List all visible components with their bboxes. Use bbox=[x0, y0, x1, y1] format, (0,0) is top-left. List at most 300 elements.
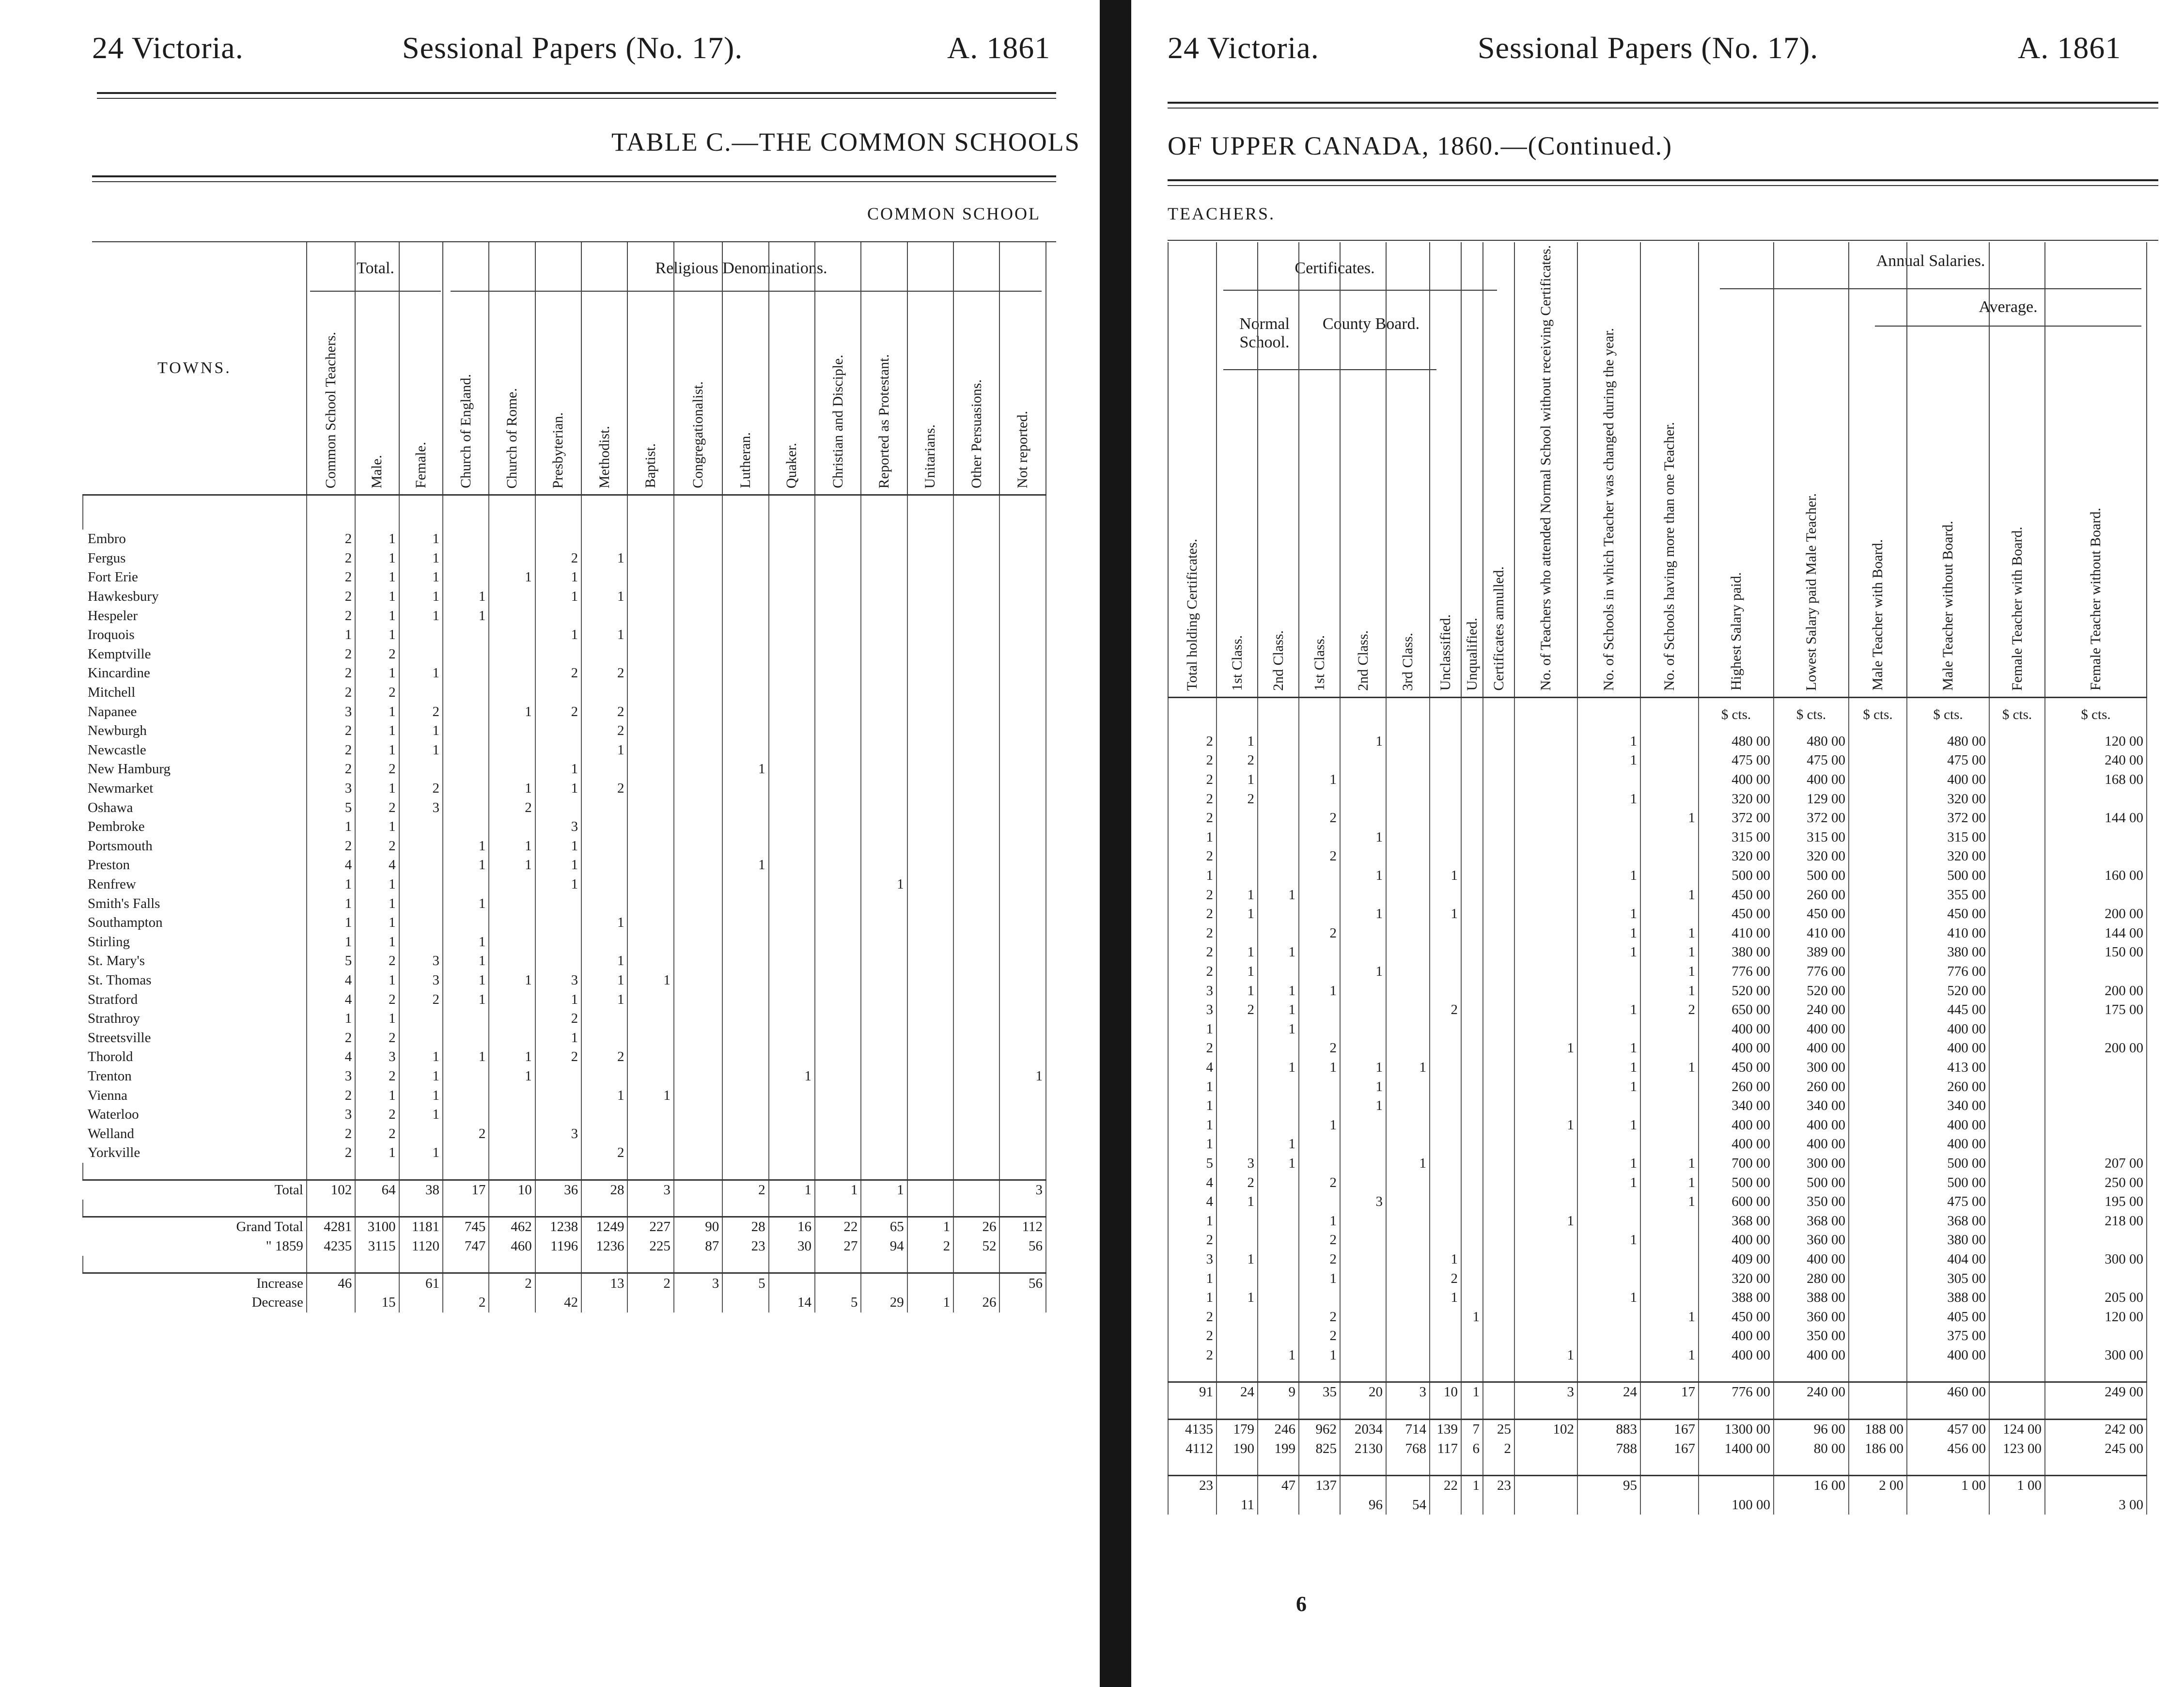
table-cell: 1 bbox=[355, 549, 399, 568]
summary-cell: 14 bbox=[769, 1293, 815, 1312]
table-cell bbox=[581, 798, 627, 817]
table-cell bbox=[1989, 751, 2045, 770]
table-cell: 368 00 bbox=[1699, 1211, 1774, 1231]
summary-cell: 10 bbox=[489, 1180, 535, 1200]
table-cell bbox=[581, 606, 627, 625]
town-name: Streetsville bbox=[83, 1028, 307, 1047]
table-cell bbox=[953, 932, 999, 952]
table-cell bbox=[627, 779, 673, 798]
table-cell bbox=[999, 702, 1046, 721]
table-cell: 320 00 bbox=[1907, 847, 1989, 866]
table-cell bbox=[1849, 1211, 1907, 1231]
right-page bbox=[1131, 0, 2184, 1687]
table-cell: 1 bbox=[1577, 866, 1640, 886]
summary-cell bbox=[815, 1273, 861, 1293]
unit-cell: $ cts. bbox=[1989, 697, 2045, 732]
table-cell bbox=[1258, 828, 1299, 847]
table-cell bbox=[627, 530, 673, 549]
table-cell bbox=[1386, 789, 1430, 809]
table-cell: 1 bbox=[443, 837, 489, 856]
table-cell bbox=[1217, 1307, 1258, 1327]
summary-cell: 199 bbox=[1258, 1439, 1299, 1458]
table-cell bbox=[1430, 1211, 1461, 1231]
table-cell bbox=[1483, 924, 1514, 943]
left-table-row bbox=[83, 760, 1046, 779]
table-cell bbox=[815, 587, 861, 607]
table-cell: 400 00 bbox=[1907, 770, 1989, 790]
right-column-header bbox=[1577, 242, 1640, 697]
table-cell bbox=[861, 683, 907, 703]
table-cell: 500 00 bbox=[1907, 1173, 1989, 1192]
table-cell bbox=[443, 913, 489, 933]
table-cell bbox=[769, 875, 815, 894]
town-name: Renfrew bbox=[83, 875, 307, 894]
town-name: Thorold bbox=[83, 1047, 307, 1067]
table-cell bbox=[769, 606, 815, 625]
table-cell: 409 00 bbox=[1699, 1250, 1774, 1269]
summary-cell bbox=[1907, 1496, 1989, 1515]
table-cell bbox=[1461, 789, 1483, 809]
table-cell: 380 00 bbox=[1907, 943, 1989, 962]
table-cell bbox=[2045, 789, 2147, 809]
right-table-row bbox=[1168, 885, 2147, 905]
table-cell bbox=[489, 952, 535, 971]
left-table-row bbox=[83, 875, 1046, 894]
table-cell: 2 bbox=[1168, 924, 1217, 943]
table-cell bbox=[769, 779, 815, 798]
table-cell bbox=[581, 1124, 627, 1143]
table-cell bbox=[1258, 1077, 1299, 1096]
table-cell: 2 bbox=[1168, 770, 1217, 790]
table-cell: 1 bbox=[1299, 1115, 1340, 1135]
table-cell bbox=[674, 1105, 722, 1125]
table-cell: 1 bbox=[489, 856, 535, 875]
table-cell: 3 bbox=[1168, 981, 1217, 1000]
table-cell bbox=[627, 932, 673, 952]
left-table-row bbox=[83, 664, 1046, 683]
table-cell bbox=[2045, 1058, 2147, 1078]
right-table-row bbox=[1168, 1135, 2147, 1154]
table-cell bbox=[815, 625, 861, 645]
right-column-label: No. of Teachers who attended Normal School without receiving Certificates. bbox=[1538, 245, 1554, 691]
summary-cell: 962 bbox=[1299, 1419, 1340, 1439]
table-cell bbox=[443, 721, 489, 741]
table-cell bbox=[1514, 1307, 1577, 1327]
right-header-rule-thin bbox=[1168, 108, 2158, 109]
table-cell bbox=[769, 1105, 815, 1125]
table-cell: 1 bbox=[1168, 828, 1217, 847]
right-header-rule bbox=[1168, 102, 2158, 104]
table-cell: 4 bbox=[1168, 1058, 1217, 1078]
right-column-label: 2nd Class. bbox=[1270, 630, 1286, 691]
table-cell bbox=[999, 606, 1046, 625]
table-cell bbox=[1340, 1288, 1386, 1308]
table-cell bbox=[1340, 789, 1386, 809]
table-cell bbox=[1849, 1346, 1907, 1365]
table-cell bbox=[861, 1067, 907, 1086]
right-column-header bbox=[1461, 242, 1483, 697]
table-cell bbox=[674, 1028, 722, 1047]
table-cell bbox=[907, 1067, 953, 1086]
summary-cell bbox=[1514, 1475, 1577, 1495]
table-cell: 1 bbox=[1640, 962, 1699, 982]
table-cell bbox=[1989, 770, 2045, 790]
table-cell bbox=[1483, 1173, 1514, 1192]
left-table-row bbox=[83, 625, 1046, 645]
table-cell bbox=[1386, 1288, 1430, 1308]
table-cell: 2 bbox=[1168, 1307, 1217, 1327]
right-table-row bbox=[1168, 962, 2147, 982]
table-cell bbox=[907, 606, 953, 625]
right-column-label: Lowest Salary paid Male Teacher. bbox=[1803, 493, 1819, 691]
table-cell bbox=[1483, 1000, 1514, 1020]
summary-cell: 96 00 bbox=[1774, 1419, 1849, 1439]
table-cell: 400 00 bbox=[1907, 1115, 1989, 1135]
table-cell: 1 bbox=[581, 625, 627, 645]
table-cell: 355 00 bbox=[1907, 885, 1989, 905]
town-name: Welland bbox=[83, 1124, 307, 1143]
table-cell bbox=[489, 1028, 535, 1047]
table-cell: 2 bbox=[1217, 751, 1258, 770]
summary-cell: 24 bbox=[1217, 1382, 1258, 1402]
table-cell: 2 bbox=[307, 721, 355, 741]
table-cell: 1 bbox=[355, 625, 399, 645]
right-title-rule bbox=[1168, 179, 2158, 181]
town-name: Pembroke bbox=[83, 817, 307, 837]
left-table-row bbox=[83, 971, 1046, 990]
table-cell bbox=[1483, 732, 1514, 751]
town-name: Stratford bbox=[83, 990, 307, 1009]
table-cell bbox=[1849, 1154, 1907, 1173]
table-cell: 1 bbox=[1299, 1211, 1340, 1231]
table-cell bbox=[443, 683, 489, 703]
table-cell: 4 bbox=[307, 990, 355, 1009]
summary-cell: 1 bbox=[1461, 1382, 1483, 1402]
table-cell bbox=[907, 1009, 953, 1029]
right-table-row bbox=[1168, 905, 2147, 924]
unit-cell bbox=[1258, 697, 1299, 732]
right-column-label: Unqualified. bbox=[1464, 617, 1480, 691]
table-cell bbox=[1299, 1077, 1340, 1096]
table-cell bbox=[861, 856, 907, 875]
table-cell: 2 bbox=[355, 1028, 399, 1047]
table-cell: 1 bbox=[1258, 1058, 1299, 1078]
table-cell: 380 00 bbox=[1699, 943, 1774, 962]
table-cell: 1 bbox=[355, 779, 399, 798]
table-cell: 1 bbox=[1340, 732, 1386, 751]
table-cell bbox=[907, 971, 953, 990]
table-cell bbox=[1386, 1077, 1430, 1096]
right-column-header bbox=[2045, 242, 2147, 697]
table-cell: 320 00 bbox=[1699, 789, 1774, 809]
table-cell bbox=[1514, 1077, 1577, 1096]
left-column-label: Other Persuasions. bbox=[968, 379, 984, 488]
summary-cell bbox=[674, 1180, 722, 1200]
table-cell bbox=[1386, 1192, 1430, 1212]
table-cell bbox=[581, 1067, 627, 1086]
table-cell bbox=[1430, 1058, 1461, 1078]
table-cell bbox=[1514, 1096, 1577, 1116]
table-cell bbox=[1849, 1019, 1907, 1039]
table-cell: 375 00 bbox=[1907, 1327, 1989, 1346]
table-cell: 776 00 bbox=[1774, 962, 1849, 982]
table-cell: 1 bbox=[535, 856, 581, 875]
table-cell bbox=[1483, 809, 1514, 828]
table-cell bbox=[1340, 770, 1386, 790]
table-cell bbox=[1386, 828, 1430, 847]
table-cell bbox=[1849, 732, 1907, 751]
table-cell bbox=[2045, 885, 2147, 905]
left-table-row bbox=[83, 568, 1046, 587]
table-cell bbox=[1386, 1307, 1430, 1327]
table-cell bbox=[443, 1086, 489, 1105]
table-cell bbox=[1340, 1135, 1386, 1154]
table-cell bbox=[1461, 885, 1483, 905]
table-cell bbox=[1577, 962, 1640, 982]
left-summary-row bbox=[83, 1180, 1046, 1200]
table-cell: 120 00 bbox=[2045, 732, 2147, 751]
right-table-row bbox=[1168, 1058, 2147, 1078]
summary-cell bbox=[953, 1180, 999, 1200]
table-cell bbox=[815, 875, 861, 894]
table-cell: 1 bbox=[581, 587, 627, 607]
table-cell bbox=[1514, 770, 1577, 790]
table-cell: 450 00 bbox=[1699, 1307, 1774, 1327]
table-cell: 315 00 bbox=[1774, 828, 1849, 847]
table-cell bbox=[907, 1047, 953, 1067]
table-cell bbox=[1430, 1096, 1461, 1116]
table-cell bbox=[1989, 732, 2045, 751]
right-group-average: Average. bbox=[1979, 298, 2038, 316]
table-cell: 1 bbox=[535, 625, 581, 645]
table-cell bbox=[1461, 943, 1483, 962]
table-cell: 260 00 bbox=[1907, 1077, 1989, 1096]
summary-cell bbox=[999, 1293, 1046, 1312]
summary-cell: 1196 bbox=[535, 1237, 581, 1256]
table-cell bbox=[1640, 1211, 1699, 1231]
table-cell: 3 bbox=[307, 1067, 355, 1086]
table-cell bbox=[489, 625, 535, 645]
table-cell bbox=[769, 721, 815, 741]
table-cell bbox=[907, 721, 953, 741]
table-cell bbox=[769, 798, 815, 817]
table-cell bbox=[535, 530, 581, 549]
table-cell bbox=[953, 741, 999, 760]
right-table-row bbox=[1168, 770, 2147, 790]
table-cell bbox=[769, 971, 815, 990]
table-cell: 400 00 bbox=[1699, 770, 1774, 790]
table-cell bbox=[907, 1086, 953, 1105]
table-cell: 1 bbox=[1258, 1154, 1299, 1173]
table-cell bbox=[1340, 847, 1386, 866]
table-cell bbox=[1340, 1039, 1386, 1058]
table-cell bbox=[1430, 809, 1461, 828]
table-cell bbox=[861, 549, 907, 568]
table-cell: 2 bbox=[355, 760, 399, 779]
table-cell: 1 bbox=[1168, 1077, 1217, 1096]
unit-cell bbox=[1217, 697, 1258, 732]
table-cell bbox=[953, 990, 999, 1009]
table-cell bbox=[815, 990, 861, 1009]
table-cell bbox=[769, 587, 815, 607]
table-cell: 500 00 bbox=[1699, 866, 1774, 886]
table-cell bbox=[815, 741, 861, 760]
table-cell: 4 bbox=[307, 971, 355, 990]
table-cell: 388 00 bbox=[1699, 1288, 1774, 1308]
town-name: St. Thomas bbox=[83, 971, 307, 990]
right-summary-row bbox=[1168, 1475, 2147, 1495]
right-column-header bbox=[1299, 242, 1340, 697]
table-cell: 315 00 bbox=[1699, 828, 1774, 847]
left-column-header bbox=[815, 242, 861, 495]
left-column-label: Lutheran. bbox=[737, 432, 753, 488]
table-cell bbox=[1640, 905, 1699, 924]
left-column-label: Reported as Protestant. bbox=[876, 354, 892, 488]
table-cell bbox=[1430, 1346, 1461, 1365]
table-cell bbox=[953, 568, 999, 587]
table-cell: 300 00 bbox=[1774, 1154, 1849, 1173]
table-cell: 1 bbox=[722, 856, 768, 875]
table-cell: 2 bbox=[399, 779, 443, 798]
table-cell: 1 bbox=[1217, 1192, 1258, 1212]
summary-cell: 56 bbox=[999, 1237, 1046, 1256]
table-cell bbox=[1430, 1077, 1461, 1096]
summary-cell: 3 bbox=[674, 1273, 722, 1293]
summary-cell: 22 bbox=[815, 1217, 861, 1237]
table-cell bbox=[861, 837, 907, 856]
table-cell: 1 bbox=[443, 952, 489, 971]
summary-cell: 245 00 bbox=[2045, 1439, 2147, 1458]
table-cell bbox=[722, 1028, 768, 1047]
table-cell bbox=[1577, 1211, 1640, 1231]
table-cell: 2 bbox=[1430, 1000, 1461, 1020]
right-table-row bbox=[1168, 1211, 2147, 1231]
summary-cell: 1120 bbox=[399, 1237, 443, 1256]
town-name: Stirling bbox=[83, 932, 307, 952]
table-cell bbox=[1849, 981, 1907, 1000]
table-cell bbox=[907, 1028, 953, 1047]
summary-cell bbox=[1217, 1475, 1258, 1495]
table-cell bbox=[769, 1028, 815, 1047]
table-cell: 500 00 bbox=[1774, 1173, 1849, 1192]
table-cell bbox=[1483, 962, 1514, 982]
summary-cell: 457 00 bbox=[1907, 1419, 1989, 1439]
table-cell bbox=[722, 530, 768, 549]
summary-cell: 3 bbox=[1386, 1382, 1430, 1402]
table-cell bbox=[1461, 1019, 1483, 1039]
table-cell bbox=[674, 990, 722, 1009]
table-cell bbox=[1386, 1115, 1430, 1135]
table-cell bbox=[489, 683, 535, 703]
table-cell bbox=[1849, 1115, 1907, 1135]
table-cell bbox=[1258, 751, 1299, 770]
table-cell bbox=[399, 913, 443, 933]
left-column-label: Methodist. bbox=[596, 425, 612, 488]
table-cell bbox=[769, 1047, 815, 1067]
table-cell bbox=[489, 894, 535, 913]
table-cell: 260 00 bbox=[1774, 885, 1849, 905]
table-cell bbox=[1430, 1019, 1461, 1039]
right-table-row bbox=[1168, 732, 2147, 751]
table-cell: 168 00 bbox=[2045, 770, 2147, 790]
table-cell: 1 bbox=[1514, 1115, 1577, 1135]
summary-cell bbox=[1430, 1496, 1461, 1515]
town-name: Yorkville bbox=[83, 1143, 307, 1163]
table-cell: 1 bbox=[1258, 1135, 1299, 1154]
table-cell: 1 bbox=[355, 587, 399, 607]
summary-cell: 3115 bbox=[355, 1237, 399, 1256]
summary-cell: 38 bbox=[399, 1180, 443, 1200]
summary-cell: 5 bbox=[815, 1293, 861, 1312]
summary-cell: 90 bbox=[674, 1217, 722, 1237]
summary-cell: 2034 bbox=[1340, 1419, 1386, 1439]
table-cell bbox=[1640, 1269, 1699, 1288]
table-cell bbox=[1483, 1250, 1514, 1269]
table-cell bbox=[1514, 732, 1577, 751]
table-cell bbox=[861, 1143, 907, 1163]
table-cell: 2 bbox=[581, 779, 627, 798]
table-cell bbox=[581, 530, 627, 549]
table-cell bbox=[1217, 809, 1258, 828]
summary-cell: 2 00 bbox=[1849, 1475, 1907, 1495]
summary-cell bbox=[581, 1293, 627, 1312]
left-table-row bbox=[83, 645, 1046, 664]
unit-cell bbox=[1299, 697, 1340, 732]
right-column-label: 2nd Class. bbox=[1355, 630, 1371, 691]
table-cell bbox=[1299, 943, 1340, 962]
right-column-label: Total holding Certificates. bbox=[1184, 538, 1200, 691]
summary-cell: 26 bbox=[953, 1217, 999, 1237]
table-cell: 1 bbox=[999, 1067, 1046, 1086]
summary-cell: 4135 bbox=[1168, 1419, 1217, 1439]
table-cell bbox=[815, 856, 861, 875]
table-cell: 368 00 bbox=[1774, 1211, 1849, 1231]
summary-cell: 460 00 bbox=[1907, 1382, 1989, 1402]
table-cell bbox=[627, 683, 673, 703]
table-cell bbox=[1299, 1154, 1340, 1173]
table-cell bbox=[1299, 1288, 1340, 1308]
table-cell bbox=[1386, 751, 1430, 770]
summary-cell: 35 bbox=[1299, 1382, 1340, 1402]
town-name: Trenton bbox=[83, 1067, 307, 1086]
table-cell bbox=[399, 875, 443, 894]
table-cell bbox=[443, 817, 489, 837]
table-cell bbox=[2045, 1019, 2147, 1039]
table-cell bbox=[674, 625, 722, 645]
summary-cell: 9 bbox=[1258, 1382, 1299, 1402]
table-cell: 1 bbox=[1340, 962, 1386, 982]
table-cell bbox=[443, 645, 489, 664]
table-cell bbox=[2045, 1115, 2147, 1135]
table-cell: 1 bbox=[1217, 732, 1258, 751]
table-cell bbox=[1217, 1327, 1258, 1346]
table-cell bbox=[1299, 885, 1340, 905]
table-cell: 2 bbox=[535, 702, 581, 721]
table-cell: 1 bbox=[627, 971, 673, 990]
table-cell bbox=[1849, 1058, 1907, 1078]
table-cell bbox=[674, 894, 722, 913]
summary-cell: 167 bbox=[1640, 1419, 1699, 1439]
left-table-row bbox=[83, 913, 1046, 933]
summary-cell: 1300 00 bbox=[1699, 1419, 1774, 1439]
table-cell bbox=[2045, 1269, 2147, 1288]
table-cell bbox=[953, 721, 999, 741]
table-cell bbox=[1849, 1039, 1907, 1058]
table-cell bbox=[722, 645, 768, 664]
table-cell: 2 bbox=[307, 530, 355, 549]
table-cell bbox=[1386, 1096, 1430, 1116]
summary-cell bbox=[1483, 1382, 1514, 1402]
